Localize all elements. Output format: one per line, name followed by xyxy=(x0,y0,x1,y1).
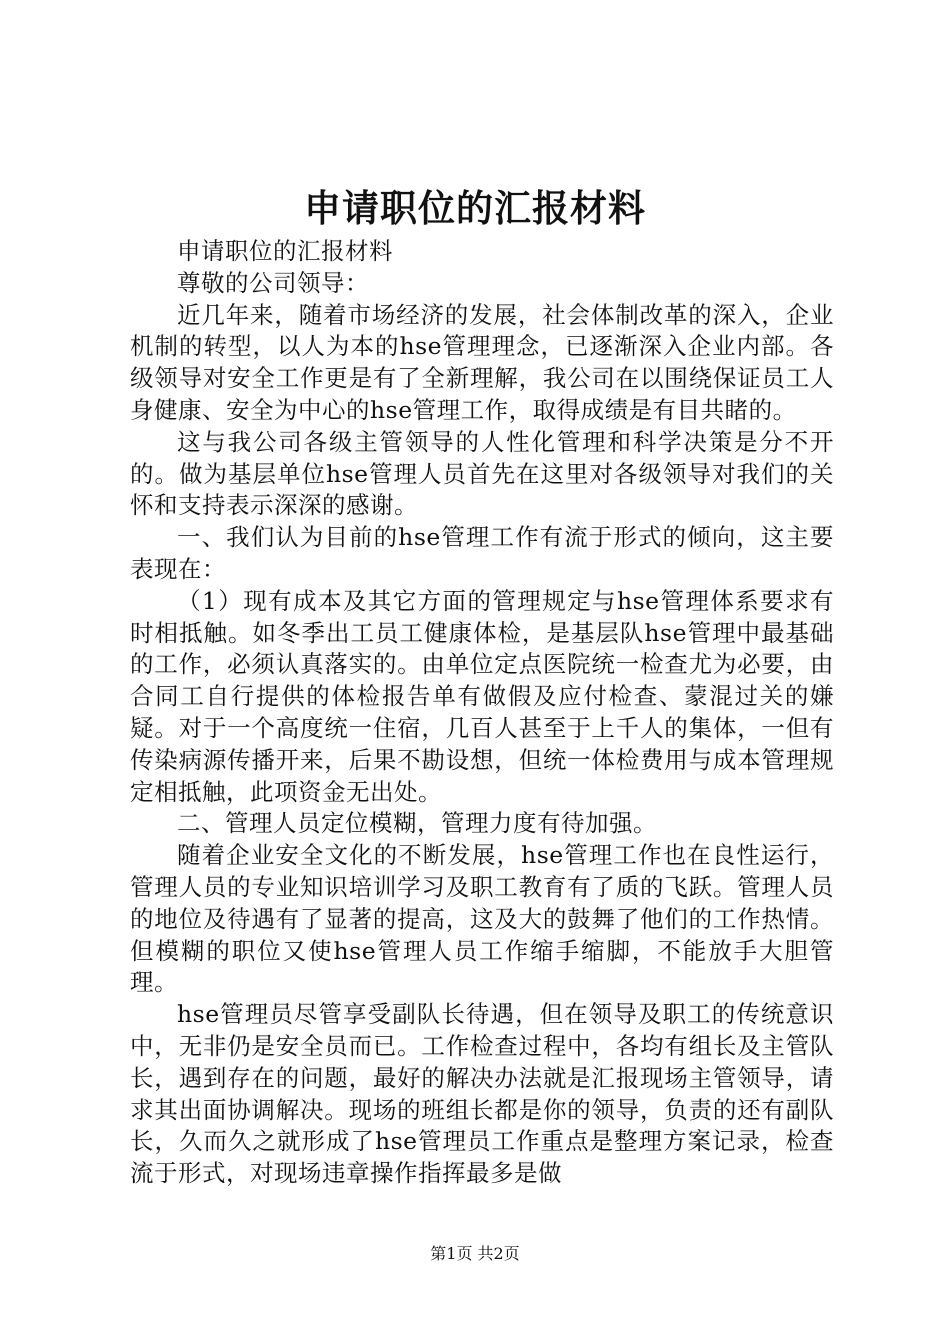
paragraph-section-two-heading: 二、管理人员定位模糊，管理力度有待加强。 xyxy=(177,809,657,838)
paragraph-section-one-heading: 一、我们认为目前的hse管理工作有流于形式的倾向，这主要表现在： xyxy=(130,523,834,583)
paragraph-intro: 近几年来，随着市场经济的发展，社会体制改革的深入，企业机制的转型，以人为本的hse管理理念，已逐渐深入企业内部。各级领导对安全工作更是有了全新理解，我公司在以围绕保证员工人身健康、安全为中心的hse管理工作，取得成绩是有目共睹的。 xyxy=(130,300,834,424)
paragraph-subtitle: 申请职位的汇报材料 xyxy=(177,237,393,265)
paragraph-salutation: 尊敬的公司领导： xyxy=(177,268,369,297)
paragraph-item-one: （1）现有成本及其它方面的管理规定与hse管理体系要求有时相抵触。如冬季出工员工健康体检，是基层队hse管理中最基础的工作，必须认真落实的。由单位定点医院统一检查尤为必要，由合同工自行提供的体检报告单有做假及应付检查、蒙混过关的嫌疑。对于一个高度统一住宿，几百人甚至于上千人的集体，一但有传染病源传播开来，后果不勘设想，但统一体检费用与成本管理规定相抵触，此项资金无出处。 xyxy=(130,586,834,806)
page-footer: 第1页 共2页 xyxy=(430,1244,520,1263)
paragraph-hse-manager: hse管理员尽管享受副队长待遇，但在领导及职工的传统意识中，无非仍是安全员而已。工作检查过程中，各均有组长及主管队长，遇到存在的问题，最好的解决办法就是汇报现场主管领导，请求其出面协调解决。现场的班组长都是你的领导，负责的还有副队长，久而久之就形成了hse管理员工作重点是整理方案记录，检查流于形式，对现场违章操作指挥最多是做 xyxy=(130,1000,834,1188)
paragraph-culture: 随着企业安全文化的不断发展，hse管理工作也在良性运行，管理人员的专业知识培训学习及职工教育有了质的飞跃。管理人员的地位及待遇有了显著的提高，这及大的鼓舞了他们的工作热情。但模糊的职位又使hse管理人员工作缩手缩脚，不能放手大胆管理。 xyxy=(130,841,834,997)
paragraph-thanks: 这与我公司各级主管领导的人性化管理和科学决策是分不开的。做为基层单位hse管理人员首先在这里对各级领导对我们的关怀和支持表示深深的感谢。 xyxy=(130,427,834,520)
document-body xyxy=(130,236,834,1190)
document-title: 申请职位的汇报材料 xyxy=(304,187,646,230)
